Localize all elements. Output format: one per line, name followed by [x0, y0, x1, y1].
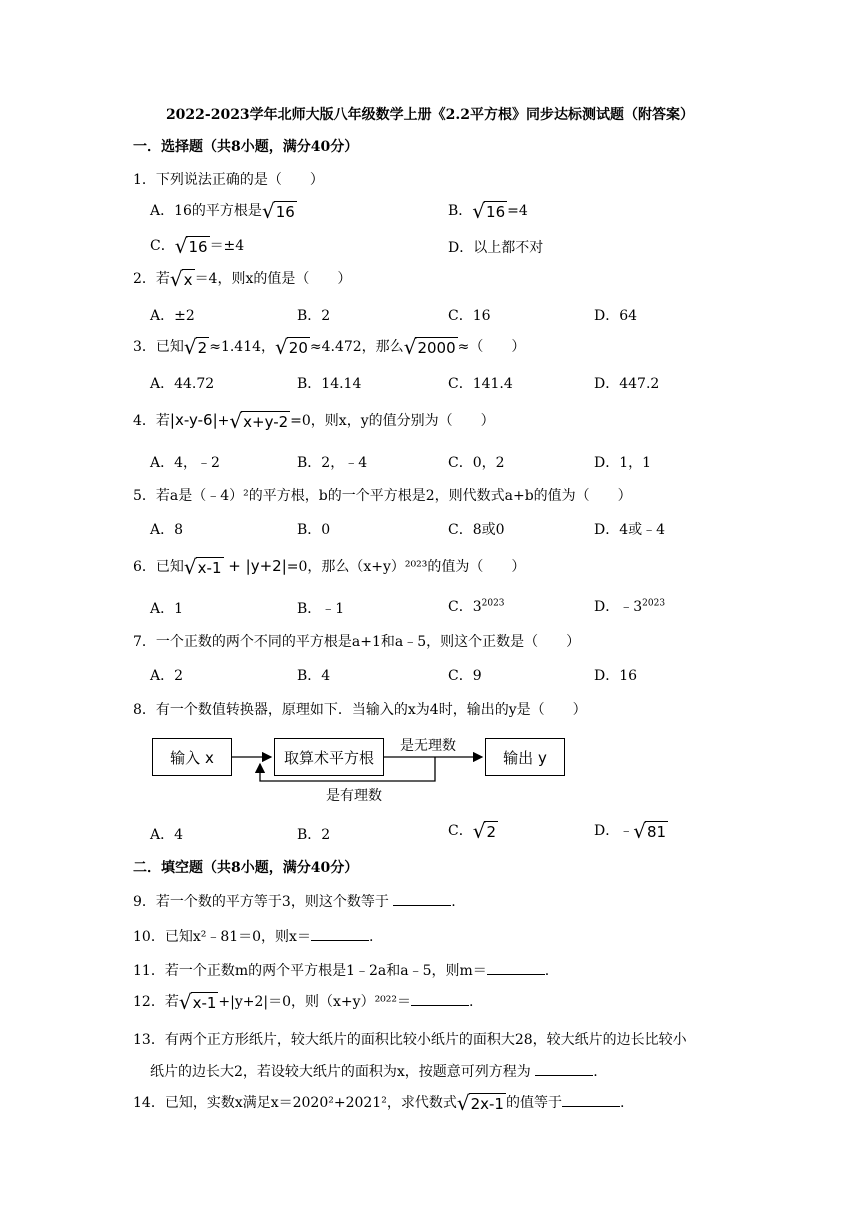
question-8-stem: 8．有一个数值转换器，原理如下．当输入的x为4时，输出的y是（ ） [133, 702, 587, 718]
stem-pre: 2．若 [133, 271, 170, 287]
radicand: x-1 [197, 559, 222, 577]
abs-content: x-y-6 [174, 411, 213, 429]
stem-mid: 的值等于 [505, 1095, 562, 1111]
q7-option-a: A．2 [150, 668, 184, 684]
flow-label-irrational: 是无理数 [400, 738, 456, 754]
section-fill-heading: 二．填空题（共8小题，满分40分） [133, 860, 359, 876]
option-tail: =4 [507, 203, 528, 219]
sqrt-16-radical: √ 16 [261, 199, 295, 223]
stem-pre: 14．已知，实数x满足x＝2020²+2021²，求代数式 [133, 1095, 457, 1111]
option-base: C．3 [448, 599, 482, 615]
flow-output-box: 输出 y [485, 738, 565, 776]
sqrt-x-minus-1-radical: √ x-1 [178, 990, 217, 1014]
stem-post: . [619, 1095, 625, 1111]
stem-post: . [451, 894, 456, 910]
q3-option-c: C．141.4 [448, 376, 513, 392]
question-2-stem [133, 268, 351, 289]
q6-option-b: B．﹣1 [297, 601, 345, 617]
radicand: x-1 [192, 994, 217, 1012]
stem-line: 纸片的边长大2，若设较大纸片的面积为x，按题意可列方程为 [150, 1064, 531, 1080]
abs-content: y+2 [250, 557, 282, 575]
q1-option-b [448, 200, 528, 221]
flow-diagram [150, 730, 570, 806]
q8-option-c [448, 820, 498, 841]
sqrt-16-radical: √ 16 [472, 199, 506, 223]
answer-blank[interactable] [411, 993, 469, 1006]
question-5-stem: 5．若a是（﹣4）²的平方根，b的一个平方根是2，则代数式a+b的值为（ ） [133, 488, 632, 504]
stem-mid: ≈4.472，那么 [309, 339, 404, 355]
q6-option-c [448, 596, 505, 616]
question-6-stem [133, 556, 525, 577]
option-label: C． [448, 823, 473, 839]
answer-blank[interactable] [562, 1094, 620, 1107]
q5-option-b: B．0 [297, 522, 331, 538]
radicand: 2 [486, 823, 497, 841]
sqrt-20-radical: √ 20 [275, 335, 308, 359]
option-label: C． [150, 238, 175, 254]
sqrt-2-radical: √ 2 [183, 335, 208, 359]
q4-option-b: B．2，﹣4 [297, 455, 368, 471]
radicand: 2x-1 [470, 1095, 504, 1113]
stem-post: =0，那么（x+y）²⁰²³的值为（ ） [286, 559, 526, 575]
radicand: 81 [646, 823, 667, 841]
q2-option-b: B．2 [297, 308, 331, 324]
flow-input-box: 输入 x [152, 738, 232, 776]
stem-post: ＝4，则x的值是（ ） [194, 271, 352, 287]
question-14 [133, 1092, 624, 1113]
radicand: 2000 [417, 339, 456, 357]
sqrt-2-radical: √ 2 [472, 819, 497, 843]
q3-option-b: B．14.14 [297, 376, 362, 392]
q7-option-c: C．9 [448, 668, 482, 684]
option-label: D．﹣ [594, 823, 634, 839]
stem-mid: +|y+2|＝0，则（x+y）²⁰²²＝ [218, 994, 412, 1010]
q4-option-c: C．0，2 [448, 455, 505, 471]
q1-option-a [150, 200, 297, 221]
question-4-stem [133, 410, 495, 431]
flow-process-box: 取算术平方根 [274, 738, 384, 776]
stem-post: . [469, 994, 474, 1010]
question-13-line-1: 13．有两个正方形纸片，较大纸片的面积比较小纸片的面积大28，较大纸片的边长比较小 [133, 1032, 687, 1048]
q1-option-c [150, 235, 244, 256]
answer-blank[interactable] [487, 962, 545, 975]
radicand: x [183, 271, 193, 289]
stem-pre: 6．已知 [133, 559, 184, 575]
stem-post: ≈（ ） [457, 339, 526, 355]
radicand: 16 [275, 203, 295, 221]
stem-pre: 10．已知x²﹣81＝0，则x＝ [133, 929, 311, 945]
q1-option-d: D．以上都不对 [448, 240, 544, 256]
question-11 [133, 960, 549, 980]
sqrt-x-plus-y-minus-2-radical: √ x+y-2 [229, 409, 289, 433]
sqrt-81-radical: √ 81 [633, 819, 667, 843]
q5-option-c: C．8或0 [448, 522, 505, 538]
stem-mid: ≈1.414， [209, 339, 276, 355]
document-title: 2022-2023学年北师大版八年级数学上册《2.2平方根》同步达标测试题（附答案） [165, 107, 695, 123]
q8-option-b: B．2 [297, 827, 331, 843]
q4-option-d: D．1，1 [594, 455, 652, 471]
question-12 [133, 991, 473, 1012]
q5-option-d: D．4或﹣4 [594, 522, 666, 538]
absolute-value-expression: |x-y-6| [169, 411, 218, 429]
q7-option-d: D．16 [594, 668, 638, 684]
stem-pre: 4．若 [133, 413, 170, 429]
q5-option-a: A．8 [150, 522, 184, 538]
question-3-stem [133, 336, 525, 357]
plus-sign: + [217, 413, 230, 429]
radicand: 16 [486, 203, 506, 221]
question-13-line-2 [150, 1061, 598, 1081]
radicand: x+y-2 [243, 413, 289, 431]
question-10 [133, 926, 373, 946]
stem-pre: 3．已知 [133, 339, 184, 355]
sqrt-2000-radical: √ 2000 [403, 335, 456, 359]
answer-blank[interactable] [393, 893, 451, 906]
flow-label-rational: 是有理数 [326, 788, 382, 804]
stem-pre: 12．若 [133, 994, 179, 1010]
stem-post: . [368, 929, 374, 945]
stem-post: . [593, 1064, 598, 1080]
stem-post: . [544, 963, 550, 979]
radicand: 16 [188, 238, 208, 256]
radicand: 2 [197, 339, 208, 357]
q2-option-c: C．16 [448, 308, 491, 324]
option-exponent: 2023 [481, 598, 505, 609]
answer-blank[interactable] [535, 1063, 593, 1076]
section-choice-heading: 一．选择题（共8小题，满分40分） [133, 139, 359, 155]
q1-option-a-text: A．16的平方根是 [150, 203, 262, 219]
stem-pre: 9．若一个数的平方等于3，则这个数等于 [133, 894, 389, 910]
q3-option-d: D．447.2 [594, 376, 660, 392]
option-exponent: 2023 [642, 598, 666, 609]
question-7-stem: 7．一个正数的两个不同的平方根是a+1和a﹣5，则这个正数是（ ） [133, 634, 581, 650]
question-9 [133, 891, 456, 911]
q2-option-d: D．64 [594, 308, 638, 324]
radicand: 20 [288, 339, 308, 357]
absolute-value-expression: + |y+2| [223, 557, 287, 575]
q2-option-a: A．±2 [150, 308, 195, 324]
q8-option-d [594, 820, 668, 841]
q8-option-a: A．4 [150, 827, 184, 843]
option-tail: ＝±4 [209, 238, 245, 254]
q6-option-a: A．1 [150, 601, 184, 617]
sqrt-x-minus-1-radical: √ x-1 [183, 555, 222, 579]
q4-option-a: A．4，﹣2 [150, 455, 220, 471]
option-base: D．﹣3 [594, 599, 643, 615]
stem-pre: 11．若一个正数m的两个平方根是1﹣2a和a﹣5，则m＝ [133, 963, 487, 979]
sqrt-x-radical: √ x [169, 267, 193, 291]
stem-post: =0，则x，y的值分别为（ ） [290, 413, 495, 429]
q3-option-a: A．44.72 [150, 376, 215, 392]
option-label: B． [448, 203, 473, 219]
q6-option-d [594, 596, 665, 616]
q7-option-b: B．4 [297, 668, 331, 684]
sqrt-2x-minus-1-radical: √ 2x-1 [456, 1091, 504, 1115]
question-1-stem: 1．下列说法正确的是（ ） [133, 172, 324, 188]
answer-blank[interactable] [311, 928, 369, 941]
sqrt-16-radical: √ 16 [174, 234, 208, 258]
